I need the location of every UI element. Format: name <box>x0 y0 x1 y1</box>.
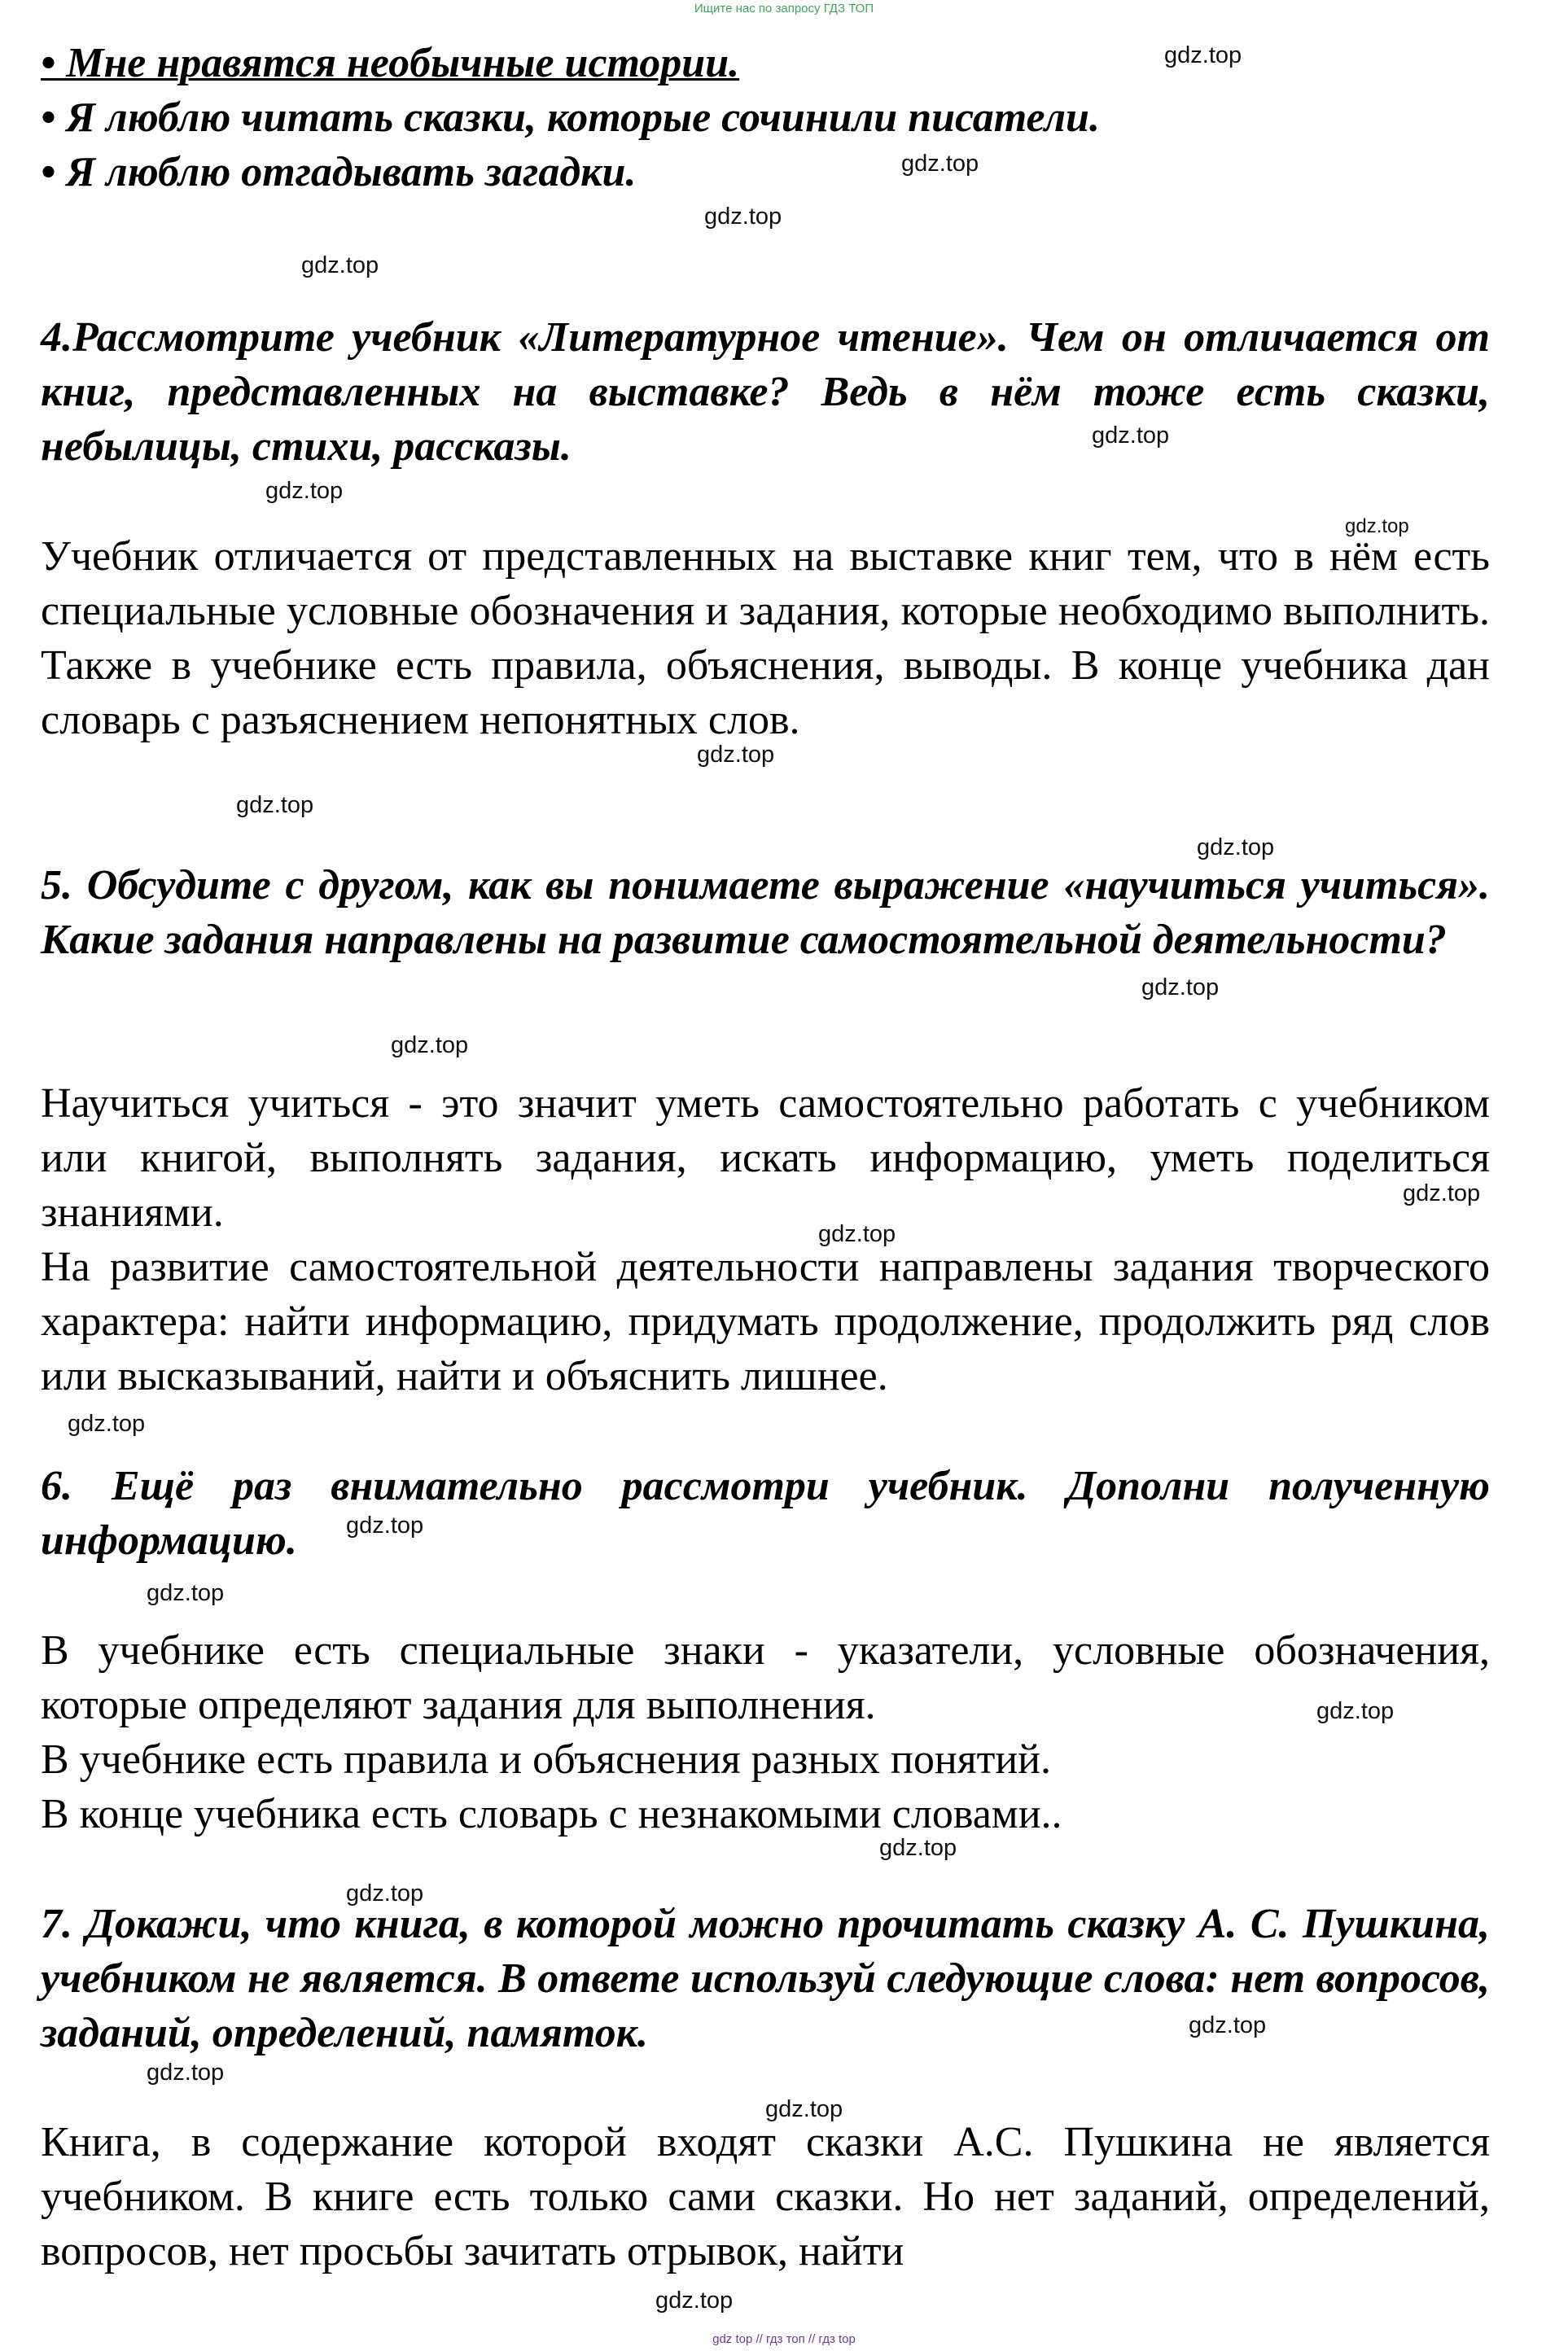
watermark: gdz.top <box>704 204 782 230</box>
watermark: gdz.top <box>1189 2012 1267 2038</box>
bullet-item: • Мне нравятся необычные истории. <box>41 40 740 86</box>
question-6: 6. Ещё раз внимательно рассмотри учебник. Дополни полученную информацию. <box>41 1463 1490 1564</box>
watermark: gdz.top <box>68 1411 146 1437</box>
answer-4: Учебник отличается от представленных на выставке книг тем, что в нём есть специальные условные обозначения и задания, которые необходимо выполнить. Также в учебнике есть правила, объяснения, выводы. В конце учебника дан словарь с разъяснением непонятных слов. <box>41 533 1490 743</box>
watermark: gdz.top <box>301 252 379 278</box>
watermark: gdz.top <box>346 1880 424 1907</box>
answer-6 <box>41 1623 1490 1841</box>
question-4: 4.Рассмотрите учебник «Литературное чтение». Чем он отличается от книг, представленных на выставке? Ведь в нём тоже есть сказки, небылицы, стихи, рассказы. <box>41 314 1490 470</box>
watermark: gdz.top <box>697 742 775 768</box>
preferences-list <box>41 36 1490 199</box>
answer-6-line: В учебнике есть правила и объяснения разных понятий. <box>41 1736 1051 1783</box>
watermark: gdz.top <box>236 792 314 818</box>
watermark: gdz.top <box>818 1221 896 1247</box>
watermark: gdz.top <box>1403 1180 1481 1206</box>
watermark: gdz.top <box>1316 1698 1395 1724</box>
answer-5-part-2: На развитие самостоятельной деятельности направлены задания творческого характера: найти информацию, придумать продолжение, продолжить ряд слов или высказываний, найти и объяснить лишнее. <box>41 1244 1490 1399</box>
bullet-item: • Я люблю читать сказки, которые сочинили писатели. <box>41 94 1100 141</box>
watermark: gdz.top <box>1345 515 1409 537</box>
watermark: gdz.top <box>1092 422 1170 449</box>
answer-7: Книга, в содержание которой входят сказки А.С. Пушкина не является учебником. В книге есть только сами сказки. Но нет заданий, определений, вопросов, нет просьбы зачитать отрывок, найти <box>41 2119 1490 2274</box>
watermark: gdz.top <box>765 2096 843 2122</box>
watermark: gdz.top <box>901 151 979 177</box>
bullet-item: • Я люблю отгадывать загадки. <box>41 149 637 195</box>
watermark: gdz.top <box>1141 974 1220 1000</box>
answer-6-line: В учебнике есть специальные знаки - указатели, условные обозначения, которые определяют задания для выполнения. <box>41 1627 1490 1728</box>
question-7: 7. Докажи, что книга, в которой можно прочитать сказку А. С. Пушкина, учебником не является. В ответе используй следующие слова: нет вопросов, заданий, определений, памяток. <box>41 1901 1490 2056</box>
bottom-footer: gdz top // гдз топ // гдз top <box>712 2332 856 2346</box>
watermark: gdz.top <box>265 478 344 504</box>
top-banner: Ищите нас по запросу ГДЗ ТОП <box>694 2 874 15</box>
watermark: gdz.top <box>1197 834 1275 860</box>
watermark: gdz.top <box>147 1580 225 1606</box>
watermark: gdz.top <box>346 1513 424 1539</box>
question-5: 5. Обсудите с другом, как вы понимаете выражение «научиться учиться». Какие задания направлены на развитие самостоятельной деятельности? <box>41 862 1490 963</box>
answer-5-part-1: Научиться учиться - это значит уметь самостоятельно работать с учебником или книгой, выполнять задания, искать информацию, уметь поделиться знаниями. <box>41 1080 1490 1236</box>
watermark: gdz.top <box>147 2060 225 2086</box>
watermark: gdz.top <box>1164 42 1242 68</box>
watermark: gdz.top <box>391 1032 469 1058</box>
watermark: gdz.top <box>655 2288 734 2314</box>
watermark: gdz.top <box>879 1835 957 1861</box>
answer-6-line: В конце учебника есть словарь с незнакомыми словами.. <box>41 1791 1062 1837</box>
